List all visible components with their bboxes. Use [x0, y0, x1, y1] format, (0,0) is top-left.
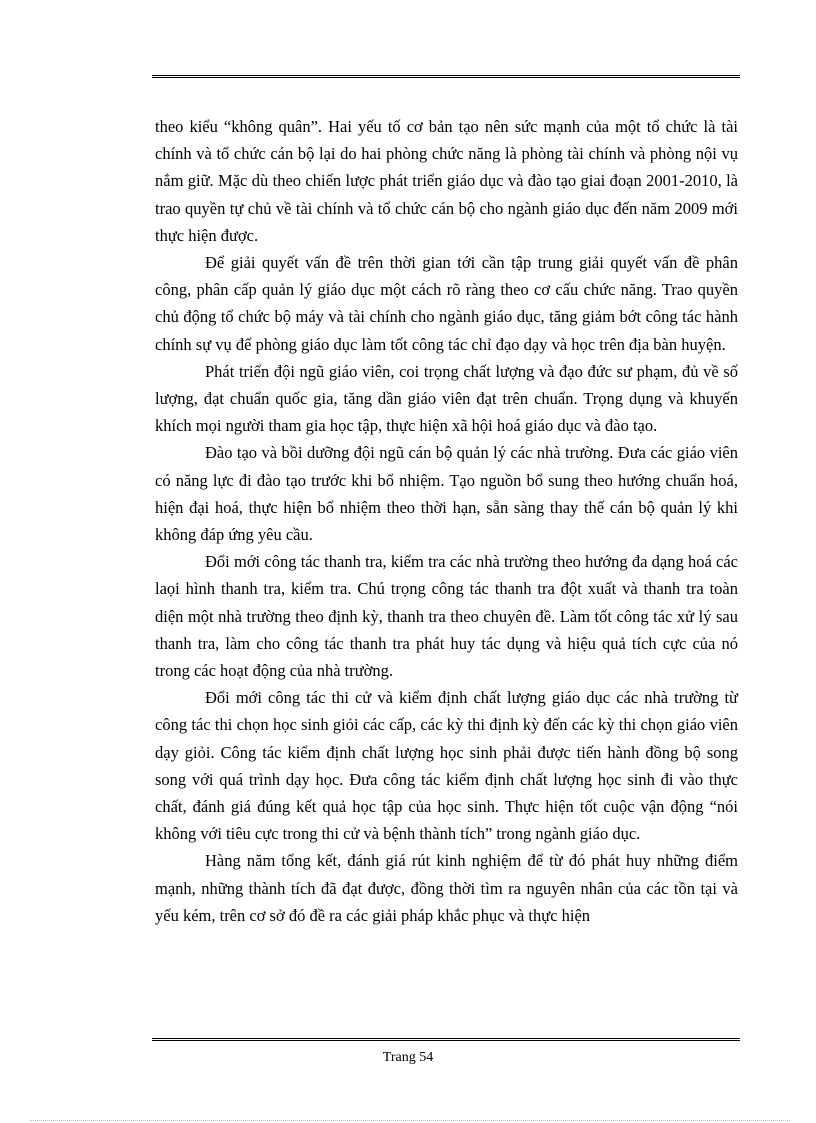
footer-rule [152, 1038, 740, 1041]
paragraph-3: Phát triển đội ngũ giáo viên, coi trọng chất lượng và đạo đức sư phạm, đủ về số lượng, đạt chuẩn quốc gia, tăng dần giáo viên đạt trên chuẩn. Trọng dụng và khuyến khích mọi người tham gia học tập, thực hiện xã hội hoá giáo dục và đào tạo. [155, 361, 738, 436]
page-edge [30, 1120, 790, 1121]
paragraph-2: Để giải quyết vấn đề trên thời gian tới cần tập trung giải quyết vấn đề phân công, phân cấp quản lý giáo dục một cách rõ ràng theo cơ cấu chức năng. Trao quyền chủ động tổ chức bộ máy và tài chính cho ngành giáo dục, tăng giảm bớt công tác hành chính sự vụ để phòng giáo dục làm tốt công tác chỉ đạo dạy và học trên địa bàn huyện. [155, 253, 738, 354]
paragraph-1: theo kiểu “không quân”. Hai yếu tố cơ bản tạo nên sức mạnh của một tổ chức là tài chính và tổ chức cán bộ lại do hai phòng chức năng là phòng tài chính và phòng nội vụ nắm giữ. Mặc dù theo chiến lược phát triển giáo dục và đào tạo giai đoạn 2001-2010, là trao quyền tự chủ về tài chính và tổ chức cán bộ cho ngành giáo dục đến năm 2009 mới thực hiện được. [155, 117, 738, 245]
header-rule [152, 75, 740, 78]
paragraph-6: Đổi mới công tác thi cử và kiểm định chất lượng giáo dục các nhà trường từ công tác thi chọn học sinh giỏi các cấp, các kỳ thi định kỳ đến các kỳ thi chọn giáo viên dạy giỏi. Công tác kiểm định chất lượng học sinh phải được tiến hành đồng bộ song song với quá trình dạy học. Đưa công tác kiểm định chất lượng học sinh đi vào thực chất, đánh giá đúng kết quả học tập của học sinh. Thực hiện tốt cuộc vận động “nói không với tiêu cực trong thi cử và bệnh thành tích” trong ngành giáo dục. [155, 688, 738, 844]
paragraph-5: Đổi mới công tác thanh tra, kiểm tra các nhà trường theo hướng đa dạng hoá các laọi hình thanh tra, kiểm tra. Chú trọng công tác thanh tra đột xuất và thanh tra toàn diện một nhà trường theo định kỳ, thanh tra theo chuyên đề. Làm tốt công tác xử lý sau thanh tra, làm cho công tác thanh tra phát huy tác dụng và hiệu quả tích cực của nó trong các hoạt động của nhà trường. [155, 552, 738, 681]
paragraph-7: Hàng năm tổng kết, đánh giá rút kinh nghiệm để từ đó phát huy những điểm mạnh, những thành tích đã đạt được, đồng thời tìm ra nguyên nhân của các tồn tại và yếu kém, trên cơ sở đó đề ra các giải pháp khắc phục và thực hiện [155, 851, 738, 925]
page-number: Trang 54 [382, 1050, 434, 1065]
body-text [155, 113, 738, 929]
paragraph-4: Đào tạo và bồi dưỡng đội ngũ cán bộ quản lý các nhà trường. Đưa các giáo viên có năng lực đi đào tạo trước khi bổ nhiệm. Tạo nguồn bổ sung theo hướng chuẩn hoá, hiện đại hoá, thực hiện bổ nhiệm theo thời hạn, sẵn sàng thay thế cán bộ quản lý khi không đáp ứng yêu cầu. [155, 443, 738, 545]
